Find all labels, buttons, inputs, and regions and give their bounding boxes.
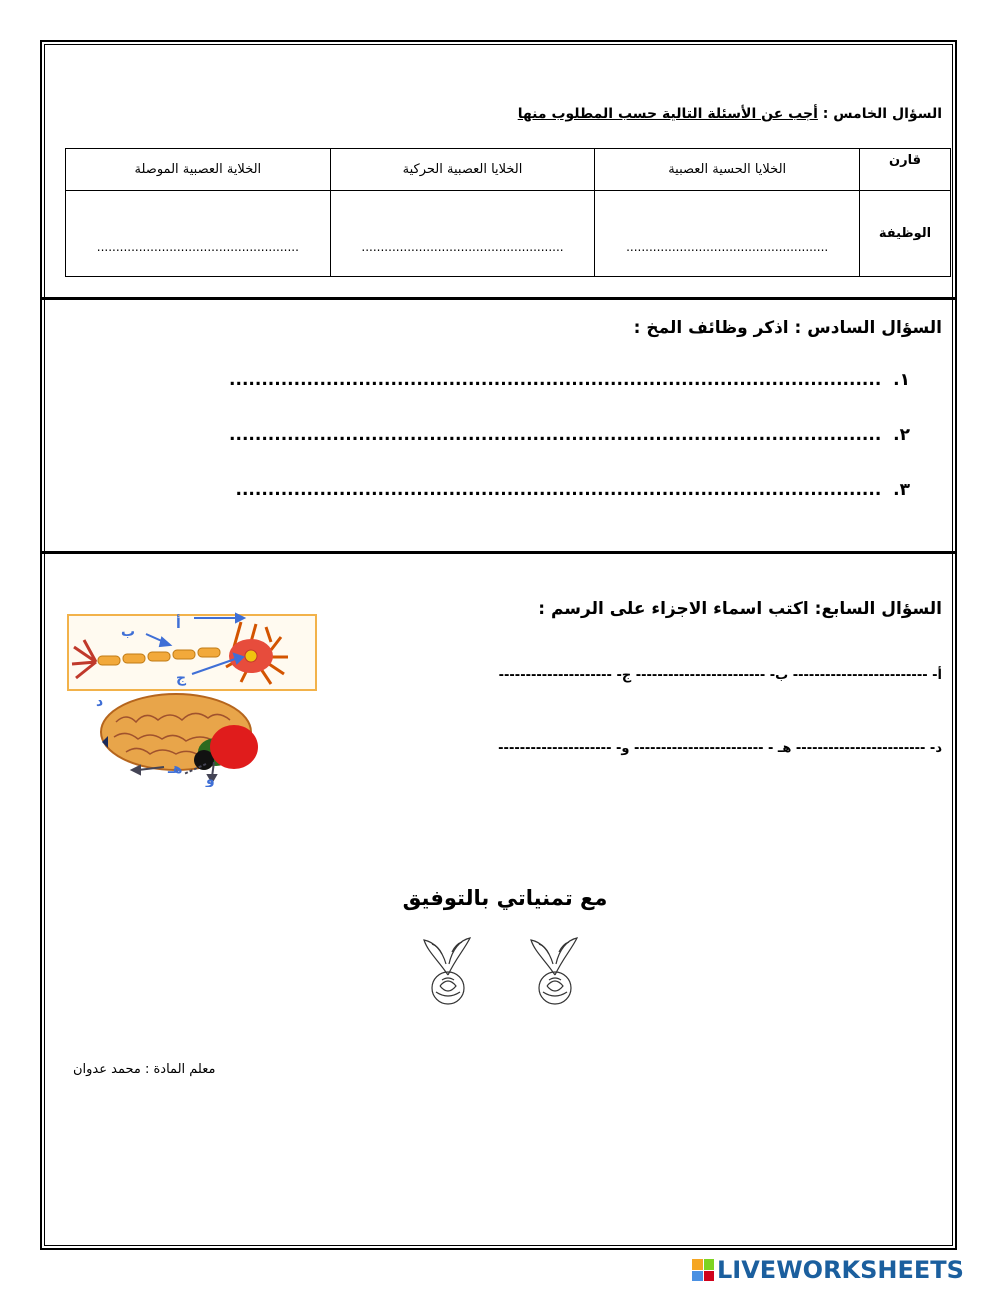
- label-d: د: [96, 694, 104, 710]
- answer-dots: .....................................................................................................: [229, 370, 882, 390]
- neuron-brain-diagram: [66, 612, 318, 787]
- answer-line[interactable]: [235, 480, 910, 500]
- item-number: ٣.: [893, 480, 910, 500]
- column-header: الخلاية العصبية الموصلة: [66, 149, 331, 191]
- label-w: و: [206, 772, 215, 787]
- label-a: أ: [176, 616, 181, 632]
- section-divider: [42, 551, 956, 554]
- label-b: ب: [121, 624, 136, 640]
- flower-icon: [418, 930, 478, 1010]
- question7-title: السؤال السابع: اكتب اسماء الاجزاء على الرسم :: [538, 599, 942, 619]
- row-header-function: الوظيفة: [860, 191, 951, 277]
- answer-line[interactable]: [229, 370, 910, 390]
- teacher-name: معلم المادة : محمد عدوان: [73, 1062, 216, 1077]
- question5-label: السؤال الخامس :: [822, 106, 942, 122]
- parts-answer-row[interactable]: د- ------------------------ هـ - ------------------------ و- ---------------------: [498, 741, 942, 756]
- question5-title: [518, 106, 942, 122]
- column-header: الخلايا الحسية العصبية: [595, 149, 860, 191]
- question6-title: السؤال السادس : اذكر وظائف المخ :: [633, 318, 942, 338]
- answer-blank[interactable]: .....................................................: [595, 191, 860, 277]
- liveworksheets-logo[interactable]: [692, 1255, 964, 1285]
- answer-line[interactable]: [229, 425, 910, 445]
- brain-shape: [101, 694, 258, 770]
- good-luck-wish: مع تمنياتي بالتوفيق: [402, 886, 608, 910]
- parts-answer-row[interactable]: أ- ------------------------- ب- ------------------------ ج- ---------------------: [498, 668, 942, 683]
- label-j: ج: [176, 670, 187, 686]
- answer-dots: .....................................................................................................: [229, 425, 882, 445]
- answer-dots: ....................................................................................................: [235, 480, 882, 500]
- item-number: ٢.: [893, 425, 910, 445]
- item-number: ١.: [893, 370, 910, 390]
- answer-blank[interactable]: .....................................................: [330, 191, 595, 277]
- answer-blank[interactable]: .....................................................: [66, 191, 331, 277]
- row-header-compare: قارن: [860, 149, 951, 191]
- label-h: هـ: [168, 761, 183, 777]
- logo-mark-icon: [692, 1259, 714, 1281]
- flower-icon: [525, 930, 585, 1010]
- logo-text: LIVEWORKSHEETS: [717, 1256, 964, 1284]
- section-divider: [42, 297, 956, 300]
- column-header: الخلايا العصبية الحركية: [330, 149, 595, 191]
- question5-instruction: أجب عن الأسئلة التالية حسب المطلوب منها: [517, 106, 818, 122]
- comparison-table: [65, 148, 951, 277]
